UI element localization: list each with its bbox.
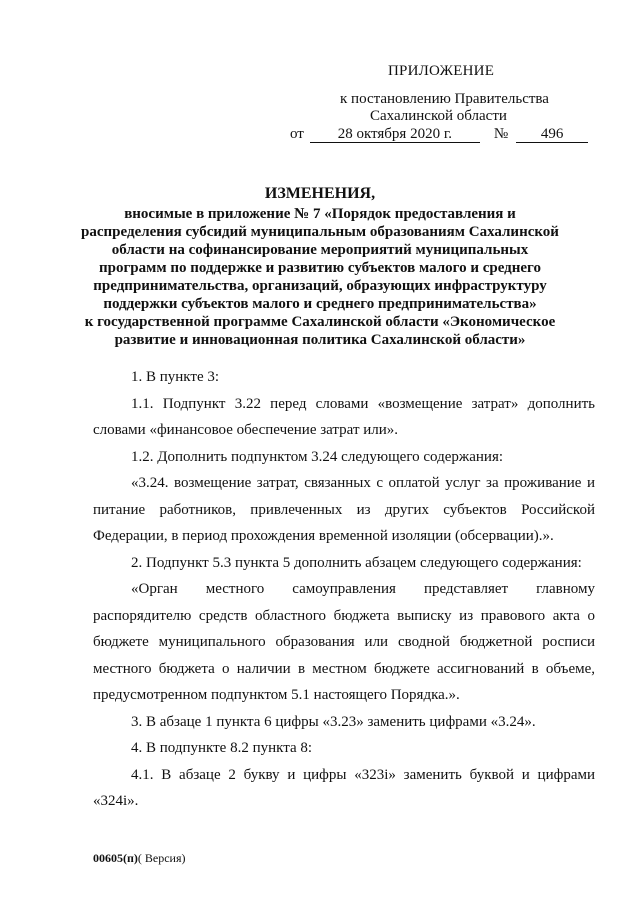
paragraph: 2. Подпункт 5.3 пункта 5 дополнить абзацем следующего содержания: — [131, 554, 582, 571]
heading-line: распределения субсидий муниципальным образованиям Сахалинской — [81, 224, 559, 240]
paragraph: 4.1. В абзаце 2 букву и цифры «323i» заменить буквой и цифрами «324i». — [93, 766, 595, 809]
paragraph: 1.2. Дополнить подпунктом 3.24 следующего содержания: — [131, 448, 504, 465]
paragraph: «Орган местного самоуправления представляет главному распорядителю средств областного бюджета выписку из правового акта о бюджете муниципального образования или сводной бюджетной росписи местного бюджета о наличии в местном бюджете ассигнований в объеме, предусмотренном подпунктом 5.1 настоящего Порядка.». — [93, 581, 595, 703]
heading-line: к государственной программе Сахалинской области «Экономическое — [84, 314, 556, 330]
decree-number: 496 — [516, 126, 588, 143]
appendix-to-line: к постановлению Правительства — [340, 91, 549, 107]
footer-code — [93, 851, 186, 866]
number-sign: № — [493, 126, 509, 142]
appendix-date-line — [290, 126, 588, 143]
paragraph: 1. В пункте 3: — [131, 369, 220, 385]
heading-line: вносимые в приложение № 7 «Порядок предоставления и — [124, 206, 516, 222]
heading-line: области на софинансирование мероприятий муниципальных — [111, 242, 529, 258]
document-body — [93, 364, 595, 815]
heading-line: поддержки субъектов малого и среднего предпринимательства» — [103, 296, 537, 312]
heading-line: предпринимательства, организаций, образующих инфраструктуру — [93, 278, 547, 294]
heading-line: программ по поддержке и развитию субъектов малого и среднего — [99, 260, 541, 276]
heading-line: развитие и инновационная политика Сахалинской области» — [114, 332, 526, 348]
paragraph: 4. В подпункте 8.2 пункта 8: — [131, 740, 313, 756]
appendix-region-line: Сахалинской области — [370, 108, 507, 124]
document-code: 00605(п) — [93, 851, 138, 865]
paragraph: «3.24. возмещение затрат, связанных с оплатой услуг за проживание и питание работников, привлеченных из других субъектов Российской Федерации, в период прохождения временной изоляции (обсервации).». — [93, 475, 595, 544]
decree-date: 28 октября 2020 г. — [310, 126, 480, 143]
paragraph: 1.1. Подпункт 3.22 перед словами «возмещение затрат» дополнить словами «финансовое обеспечение затрат или». — [93, 395, 595, 438]
document-version: ( Версия) — [137, 851, 186, 865]
appendix-title: ПРИЛОЖЕНИЕ — [388, 63, 495, 79]
heading-title: ИЗМЕНЕНИЯ, — [264, 185, 376, 202]
from-label: от — [290, 126, 304, 142]
paragraph: 3. В абзаце 1 пункта 6 цифры «3.23» заменить цифрами «3.24». — [131, 713, 536, 730]
changes-heading — [60, 185, 580, 349]
